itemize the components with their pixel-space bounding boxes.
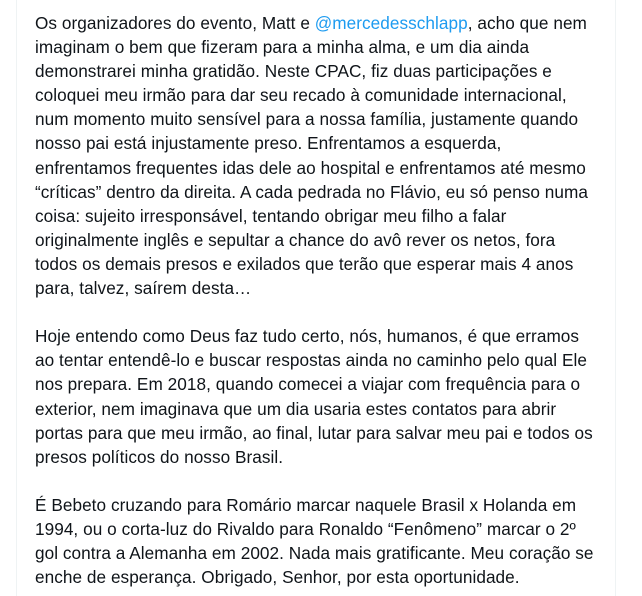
- tweet-line: 1994, ou o corta-luz do Rivaldo para Ronaldo “Fenômeno” marcar o 2º: [35, 518, 576, 539]
- tweet-text-fragment: Os organizadores do evento, Matt e: [35, 13, 315, 33]
- tweet-paragraph-3: [35, 493, 605, 589]
- tweet-line: presos políticos do nosso Brasil.: [35, 446, 284, 467]
- paragraph-spacer: [35, 300, 605, 324]
- tweet-text: [35, 11, 605, 589]
- tweet-line: nosso pai está injustamente preso. Enfrentamos a esquerda,: [35, 133, 502, 154]
- tweet-line: originalmente inglês e sepultar a chance do avô rever os netos, fora: [35, 229, 556, 250]
- tweet-line: “críticas” dentro da direita. A cada pedrada no Flávio, eu só penso numa: [35, 181, 588, 202]
- tweet-text-fragment: , acho que nem: [467, 13, 587, 33]
- tweet-line: exterior, nem imaginava que um dia usaria estes contatos para abrir: [35, 398, 557, 419]
- tweet-card: [16, 0, 616, 596]
- tweet-line: coloquei meu irmão para dar seu recado à comunidade internacional,: [35, 85, 567, 106]
- tweet-line: É Bebeto cruzando para Romário marcar naquele Brasil x Holanda em: [35, 494, 577, 515]
- tweet-paragraph-1: [35, 11, 605, 300]
- tweet-line: portas para que meu irmão, ao final, lutar para salvar meu pai e todos os: [35, 422, 593, 443]
- paragraph-spacer: [35, 469, 605, 493]
- tweet-line: coisa: sujeito irresponsável, tentando obrigar meu filho a falar: [35, 205, 507, 226]
- tweet-line: imaginam o bem que fizeram para a minha alma, e um dia ainda: [35, 37, 530, 58]
- tweet-line: nos prepara. Em 2018, quando comecei a viajar com frequência para o: [35, 374, 581, 395]
- tweet-line: demonstrarei minha gratidão. Neste CPAC, fiz duas participações e: [35, 61, 552, 82]
- tweet-paragraph-2: [35, 324, 605, 469]
- tweet-line: Hoje entendo como Deus faz tudo certo, nós, humanos, é que erramos: [35, 326, 580, 347]
- tweet-line: enfrentamos frequentes idas dele ao hospital e enfrentamos até mesmo: [35, 157, 586, 178]
- tweet-line: enche de esperança. Obrigado, Senhor, por esta oportunidade.: [35, 567, 520, 588]
- tweet-line: todos os demais presos e exilados que terão que esperar mais 4 anos: [35, 253, 574, 274]
- tweet-line: num momento muito sensível para a nossa família, justamente quando: [35, 109, 579, 130]
- tweet-line: para, talvez, saírem desta…: [35, 278, 252, 299]
- tweet-line: [35, 11, 605, 35]
- tweet-line: gol contra a Alemanha em 2002. Nada mais gratificante. Meu coração se: [35, 543, 594, 564]
- tweet-line: ao tentar entendê-lo e buscar respostas ainda no caminho pelo qual Ele: [35, 350, 587, 371]
- mention-link-mercedesschlapp[interactable]: @mercedesschlapp: [314, 13, 468, 33]
